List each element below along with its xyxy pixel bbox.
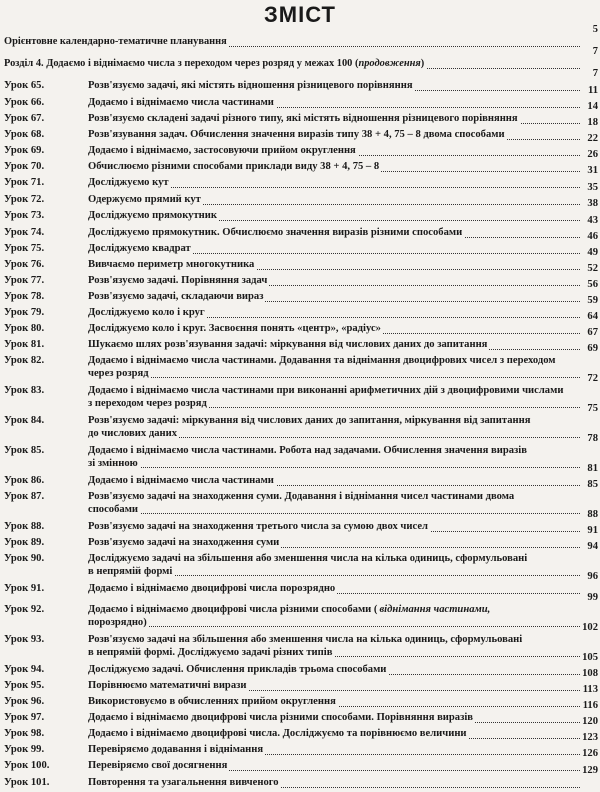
- toc-page-number: 5: [592, 23, 598, 35]
- toc-page-number: 18: [587, 116, 598, 128]
- toc-line: [88, 521, 580, 534]
- lesson-number: Урок 73.: [4, 210, 45, 221]
- lesson-title-line: Досліджуємо прямокутник: [88, 210, 217, 221]
- toc-page-number: 126: [582, 747, 598, 759]
- toc-page-number: 78: [587, 432, 598, 444]
- toc-line: [88, 80, 580, 93]
- toc-line: [88, 275, 580, 288]
- toc-line: [4, 58, 580, 71]
- toc-page-number: 7: [592, 45, 598, 57]
- toc-line: [88, 491, 580, 504]
- lesson-title-line: Розв'язуємо задачі: міркування від числових даних до запитання, міркування від запитання: [88, 415, 531, 426]
- lesson-number: Урок 94.: [4, 664, 45, 675]
- lesson-title-line: Досліджуємо квадрат: [88, 243, 191, 254]
- toc-page-number: 105: [582, 651, 598, 663]
- toc-page-number: 31: [587, 164, 598, 176]
- toc-line: [88, 504, 580, 517]
- toc-page-number: 72: [587, 372, 598, 384]
- lesson-title-line: Додаємо і віднімаємо двоцифрові числа. Досліджуємо та порівнюємо величини: [88, 728, 467, 739]
- toc-line: [88, 553, 580, 566]
- toc-line: [88, 291, 580, 304]
- toc-page-number: 49: [587, 246, 598, 258]
- toc-line: [88, 712, 580, 725]
- toc-entry-text: Орієнтовне календарно-тематичне планування: [4, 36, 227, 47]
- lesson-title-line: Додаємо і віднімаємо числа частинами: [88, 475, 274, 486]
- lesson-number: Урок 84.: [4, 415, 45, 426]
- lesson-title-line: з переходом через розряд: [88, 397, 207, 409]
- lesson-number: Урок 72.: [4, 194, 45, 205]
- toc-page-number: 52: [587, 262, 598, 274]
- lesson-title-line: Розв'язуємо задачі, які містять відношення різницевого порівняння: [88, 80, 413, 91]
- lesson-title-line: Розв'язуємо задачі, складаючи вираз: [88, 291, 264, 302]
- lesson-number: Урок 77.: [4, 275, 45, 286]
- lesson-title-line: Розв'язуємо задачі на збільшення або зменшення числа на кілька одиниць, сформульовані: [88, 634, 523, 645]
- lesson-number: Урок 75.: [4, 243, 45, 254]
- toc-page-number: 81: [587, 462, 598, 474]
- toc-page-number: 99: [587, 591, 598, 603]
- lesson-title-line: Одержуємо прямий кут: [88, 194, 201, 205]
- lesson-title-line: до числових даних: [88, 427, 177, 439]
- toc-line: [4, 36, 580, 49]
- lesson-number: Урок 90.: [4, 553, 45, 564]
- lesson-number: Урок 78.: [4, 291, 45, 302]
- toc-page-number: 14: [587, 100, 598, 112]
- lesson-number: Урок 70.: [4, 161, 45, 172]
- lesson-title-line: Досліджуємо задачі на збільшення або зменшення числа на кілька одиниць, сформульовані: [88, 553, 528, 564]
- toc-page-number: 96: [587, 570, 598, 582]
- lesson-title-line: Розв'язуємо задачі на знаходження суми: [88, 537, 280, 548]
- toc-line: [88, 259, 580, 272]
- lesson-title-line: Досліджуємо кут: [88, 177, 169, 188]
- lesson-number: Урок 66.: [4, 97, 45, 108]
- lesson-number: Урок 93.: [4, 634, 45, 645]
- section-title-italic: продовження: [358, 58, 421, 69]
- toc-page-number: 75: [587, 402, 598, 414]
- toc-line: [88, 339, 580, 352]
- lesson-number: Урок 97.: [4, 712, 45, 723]
- lesson-title-line: Розв'язуємо складені задачі різного типу, які містять відношення різницевого порівняння: [88, 113, 518, 124]
- toc-page-number: 67: [587, 326, 598, 338]
- lesson-title-line: в непрямій формі. Досліджуємо задачі різних типів: [88, 646, 333, 658]
- lesson-number: Урок 92.: [4, 604, 45, 615]
- toc-line: [88, 696, 580, 709]
- lesson-number: Урок 83.: [4, 385, 45, 396]
- lesson-number: Урок 65.: [4, 80, 45, 91]
- toc-page-number: 116: [582, 699, 598, 711]
- section-title-main: Розділ 4. Додаємо і віднімаємо числа з переходом через розряд у межах 100 (: [4, 58, 359, 69]
- lesson-title-line: Додаємо і віднімаємо числа частинами. Додавання та віднімання двоцифрових чисел з переходом: [88, 355, 556, 366]
- toc-page-number: 35: [587, 181, 598, 193]
- toc-line: [88, 744, 580, 757]
- section-title-end: ): [420, 58, 425, 69]
- toc-line: [88, 760, 580, 773]
- toc-line: [88, 194, 580, 207]
- lesson-title-line: Додаємо і віднімаємо двоцифрові числа порозрядно: [88, 583, 336, 594]
- toc-line: [88, 415, 580, 428]
- lesson-number: Урок 88.: [4, 521, 45, 532]
- lesson-title-line: Розв'язуємо задачі на знаходження суми. Додавання і віднімання чисел частинами двома: [88, 491, 515, 502]
- lesson-number: Урок 68.: [4, 129, 45, 140]
- toc-line: [88, 177, 580, 190]
- toc-page-number: 102: [582, 621, 598, 633]
- lesson-title-line: Досліджуємо прямокутник. Обчислюємо значення виразів різними способами: [88, 227, 463, 238]
- toc-line: [88, 368, 580, 381]
- toc-line: [88, 113, 580, 126]
- lesson-title-line: Вивчаємо периметр многокутника: [88, 259, 255, 270]
- lesson-title-line: Додаємо і віднімаємо числа частинами. Робота над задачами. Обчислення значення виразів: [88, 445, 527, 456]
- toc-line: [88, 537, 580, 550]
- lesson-number: Урок 87.: [4, 491, 45, 502]
- toc-page-number: 129: [582, 764, 598, 776]
- lesson-number: Урок 100.: [4, 760, 50, 771]
- lesson-title-line: зі змінною: [88, 457, 138, 469]
- lesson-title-line: способами: [88, 503, 139, 515]
- lesson-title-line: порозрядно): [88, 616, 147, 628]
- toc-page-number: 22: [587, 132, 598, 144]
- lesson-title-line: Додаємо і віднімаємо двоцифрові числа різними способами. Порівняння виразів: [88, 712, 474, 723]
- toc-page-number: 11: [587, 84, 598, 96]
- toc-line: [88, 161, 580, 174]
- lesson-title-line: Використовуємо в обчисленнях прийом округлення: [88, 696, 336, 707]
- toc-page-number: 56: [587, 278, 598, 290]
- toc-line: [88, 129, 580, 142]
- lesson-title-line: Розв'язуємо задачі на знаходження третього числа за сумою двох чисел: [88, 521, 428, 532]
- toc-page-number: 108: [582, 667, 598, 679]
- lesson-number: Урок 89.: [4, 537, 45, 548]
- lesson-title-line: Досліджуємо коло і круг: [88, 307, 205, 318]
- toc-page-number: 91: [587, 524, 598, 536]
- toc-line: [88, 634, 580, 647]
- lesson-number: Урок 82.: [4, 355, 45, 366]
- toc-page-number: 120: [582, 715, 598, 727]
- lesson-title-line: Порівнюємо математичні вирази: [88, 680, 247, 691]
- lesson-number: Урок 96.: [4, 696, 45, 707]
- lesson-title-line: Додаємо і віднімаємо, застосовуючи прийом округлення: [88, 145, 356, 156]
- toc-page-number: 113: [582, 683, 598, 695]
- page-title: ЗМІСТ: [264, 2, 336, 27]
- lesson-number: Урок 71.: [4, 177, 45, 188]
- toc-line: [88, 647, 580, 660]
- lesson-title-line: Додаємо і віднімаємо числа частинами: [88, 97, 274, 108]
- lesson-title-line: Обчислюємо різними способами приклади виду 38 + 4, 75 – 8: [88, 161, 380, 172]
- lesson-title-line: Досліджуємо задачі. Обчислення прикладів трьома способами: [88, 664, 387, 675]
- lesson-number: Урок 101.: [4, 777, 50, 788]
- lesson-title-line: Повторення та узагальнення вивченого: [88, 777, 279, 788]
- toc-line: [88, 445, 580, 458]
- toc-line: [88, 728, 580, 741]
- toc-line: [88, 307, 580, 320]
- toc-line: [88, 398, 580, 411]
- toc-page-number: 59: [587, 294, 598, 306]
- toc-page-number: 123: [582, 731, 598, 743]
- toc-line: [88, 604, 580, 617]
- lesson-title-line: Розв'язування задач. Обчислення значення виразів типу 38 + 4, 75 – 8 двома способами: [88, 129, 505, 140]
- lesson-number: Урок 86.: [4, 475, 45, 486]
- toc-page-number: 85: [587, 478, 598, 490]
- toc-line: [88, 777, 580, 790]
- toc-line: [88, 210, 580, 223]
- lesson-number: Урок 81.: [4, 339, 45, 350]
- toc-line: [88, 664, 580, 677]
- lesson-number: Урок 69.: [4, 145, 45, 156]
- toc-line: [88, 385, 580, 398]
- toc-page-number: 94: [587, 540, 598, 552]
- toc-page-number: 64: [587, 310, 598, 322]
- toc-line: [88, 458, 580, 471]
- lesson-number: Урок 67.: [4, 113, 45, 124]
- toc-page-number: 7: [592, 67, 598, 79]
- toc-page-number: 46: [587, 230, 598, 242]
- lesson-title-line: через розряд: [88, 367, 149, 379]
- lesson-title-line: в непрямій формі: [88, 565, 173, 577]
- toc-line: [88, 145, 580, 158]
- toc-line: [88, 243, 580, 256]
- lesson-number: Урок 95.: [4, 680, 45, 691]
- toc-page-number: 69: [587, 342, 598, 354]
- toc-line: [88, 475, 580, 488]
- lesson-title-line: Шукаємо шлях розв'язування задачі: міркування від числових даних до запитання: [88, 339, 488, 350]
- lesson-title-line: Досліджуємо коло і круг. Засвоєння понять «центр», «радіус»: [88, 323, 381, 334]
- toc-line: [88, 428, 580, 441]
- toc-line: [88, 355, 580, 368]
- lesson-number: Урок 85.: [4, 445, 45, 456]
- lesson-number: Урок 80.: [4, 323, 45, 334]
- lesson-number: Урок 91.: [4, 583, 45, 594]
- lesson-number: Урок 76.: [4, 259, 45, 270]
- toc-line: [88, 617, 580, 630]
- toc-page-number: 38: [587, 197, 598, 209]
- lesson-title-italic: віднімання частинами,: [379, 604, 491, 615]
- toc-page-number: 26: [587, 148, 598, 160]
- section-title: [4, 58, 426, 69]
- lesson-number: Урок 79.: [4, 307, 45, 318]
- lesson-title-line: Додаємо і віднімаємо числа частинами при виконанні арифметичних дій з двоцифровими числами: [88, 385, 564, 396]
- lesson-number: Урок 98.: [4, 728, 45, 739]
- toc-line: [88, 227, 580, 240]
- toc-line: [88, 566, 580, 579]
- lesson-title-line: Розв'язуємо задачі. Порівняння задач: [88, 275, 268, 286]
- lesson-number: Урок 99.: [4, 744, 45, 755]
- toc-line: [88, 323, 580, 336]
- lesson-number: Урок 74.: [4, 227, 45, 238]
- toc-line: [88, 583, 580, 596]
- toc-page-number: 88: [587, 508, 598, 520]
- lesson-title-line: Перевіряємо свої досягнення: [88, 760, 228, 771]
- toc-line: [88, 680, 580, 693]
- lesson-title-line: Перевіряємо додавання і віднімання: [88, 744, 264, 755]
- lesson-title-line: Додаємо і віднімаємо двоцифрові числа різними способами (: [88, 604, 378, 615]
- toc-page-number: 43: [587, 214, 598, 226]
- toc-line: [88, 97, 580, 110]
